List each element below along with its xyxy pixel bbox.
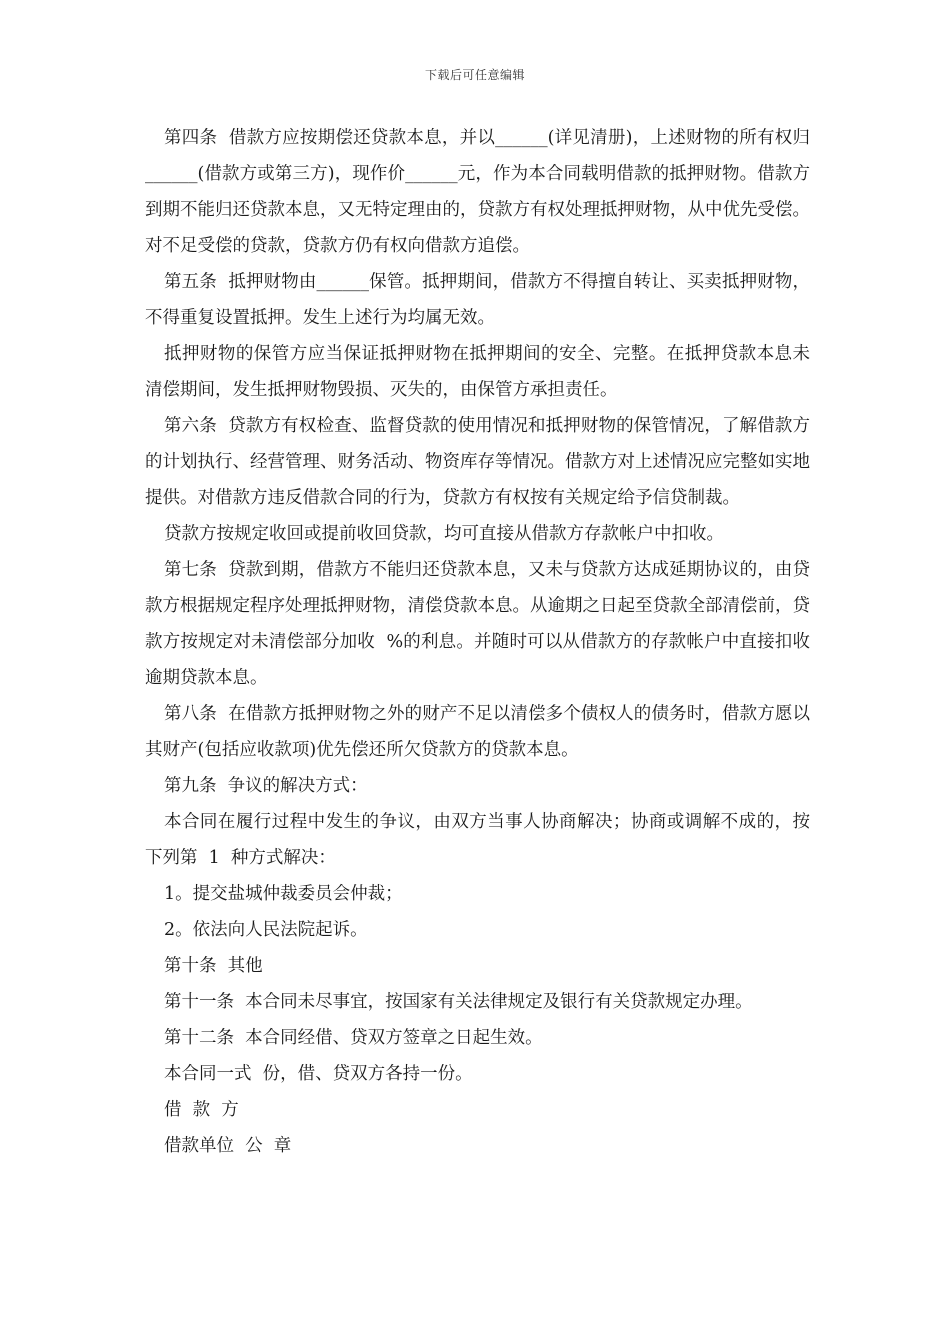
article-4-paragraph: 第四条 借款方应按期偿还贷款本息，并以______(详见清册)，上述财物的所有权归______(借款方或第三方)，现作价______元，作为本合同载明借款的抵押财物。借款方到期不能归还贷款本息，又无特定理由的，贷款方有权处理抵押财物，从中优先受偿。对不足受偿的贷款，贷款方仍有权向借款方追偿。: [145, 128, 810, 256]
article-9-heading: 第九条 争议的解决方式：: [164, 776, 368, 796]
dispute-option-2: 2。依法向人民法院起诉。: [164, 920, 368, 940]
article-5-paragraph: 第五条 抵押财物由______保管。抵押期间，借款方不得擅自转让、买卖抵押财物，不得重复设置抵押。发生上述行为均属无效。: [145, 272, 810, 328]
article-7-paragraph: 第七条 贷款到期，借款方不能归还贷款本息，又未与贷款方达成延期协议的，由贷款方根据规定程序处理抵押财物，清偿贷款本息。从逾期之日起至贷款全部清偿前，贷款方按规定对未清偿部分加收 %的利息。并随时可以从借款方的存款帐户中直接扣收逾期贷款本息。: [145, 560, 810, 688]
copies-paragraph: 本合同一式 份，借、贷双方各持一份。: [164, 1064, 473, 1084]
borrower-seal-label: 借款单位 公 章: [164, 1136, 292, 1156]
article-12-paragraph: 第十二条 本合同经借、贷双方签章之日起生效。: [164, 1028, 543, 1048]
article-6-paragraph: 第六条 贷款方有权检查、监督贷款的使用情况和抵押财物的保管情况，了解借款方的计划执行、经营管理、财务活动、物资库存等情况。借款方对上述情况应完整如实地提供。对借款方违反借款合同的行为，贷款方有权按有关规定给予信贷制裁。: [145, 416, 810, 508]
dispute-option-1: 1。提交盐城仲裁委员会仲裁；: [164, 884, 403, 904]
article-8-paragraph: 第八条 在借款方抵押财物之外的财产不足以清偿多个债权人的债务时，借款方愿以其财产(包括应收款项)优先偿还所欠贷款方的贷款本息。: [145, 704, 810, 760]
recall-paragraph: 贷款方按规定收回或提前收回贷款，均可直接从借款方存款帐户中扣收。: [164, 524, 724, 544]
article-11-paragraph: 第十一条 本合同未尽事宜，按国家有关法律规定及银行有关贷款规定办理。: [164, 992, 753, 1012]
borrower-label: 借 款 方: [164, 1100, 239, 1120]
dispute-paragraph: 本合同在履行过程中发生的争议，由双方当事人协商解决；协商或调解不成的，按下列第 1 种方式解决：: [145, 812, 810, 868]
document-body: [145, 120, 810, 1164]
custodian-paragraph: 抵押财物的保管方应当保证抵押财物在抵押期间的安全、完整。在抵押贷款本息未清偿期间，发生抵押财物毁损、灭失的，由保管方承担责任。: [145, 344, 810, 400]
article-10-heading: 第十条 其他: [164, 956, 263, 976]
page-header: 下载后可任意编辑: [424, 68, 525, 82]
